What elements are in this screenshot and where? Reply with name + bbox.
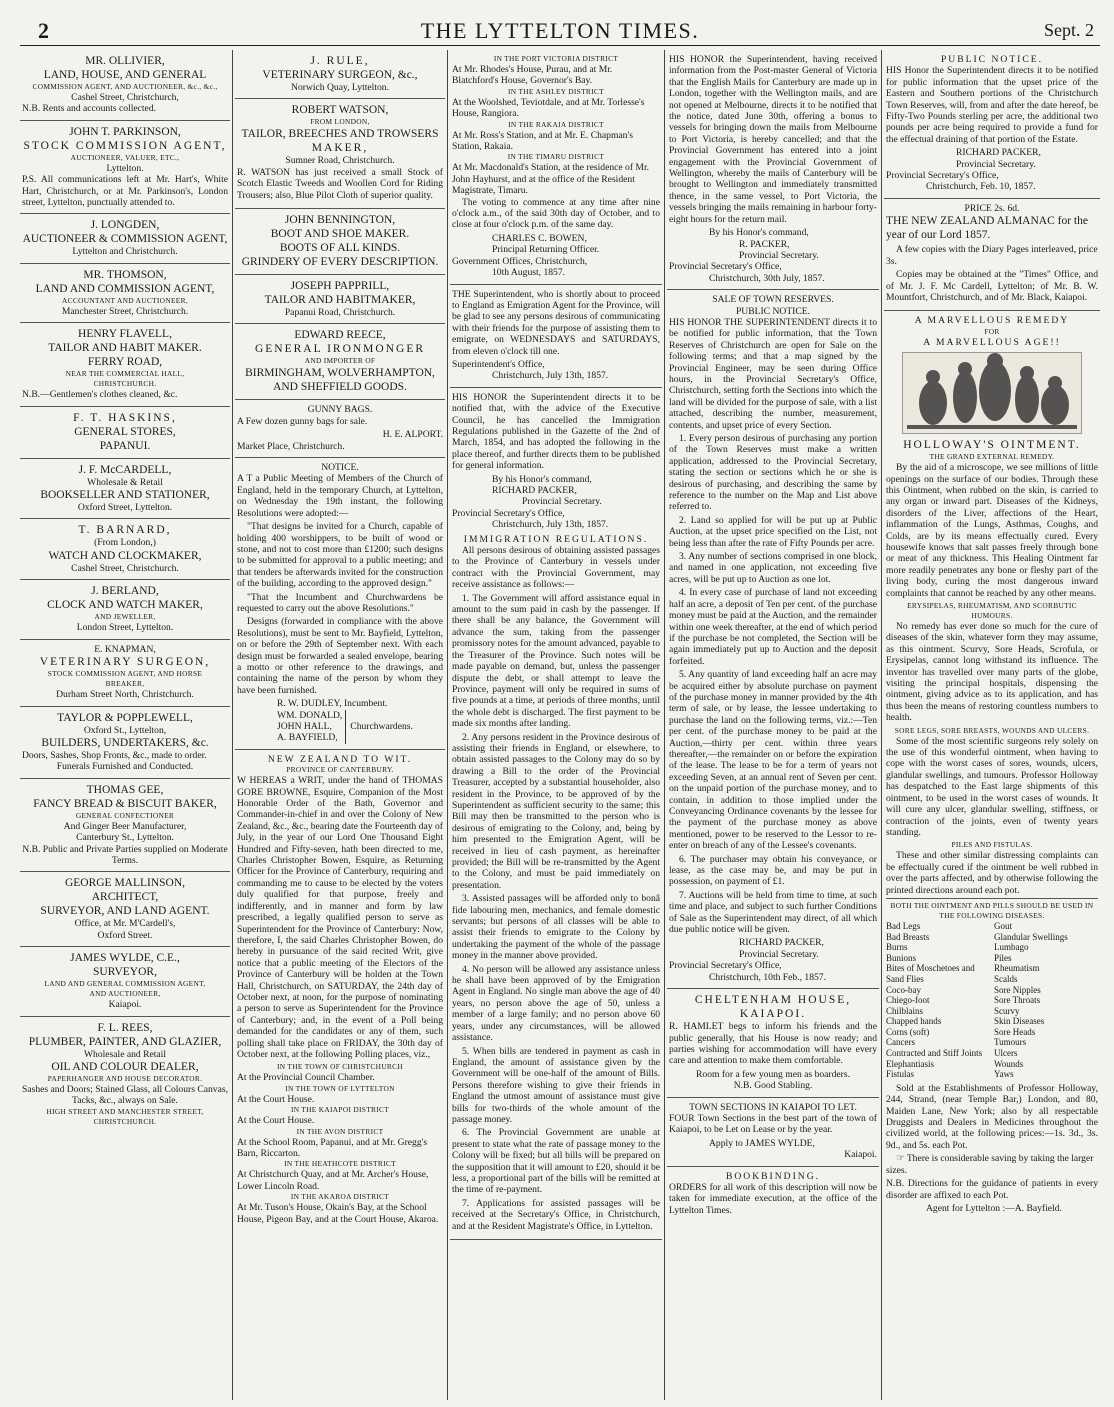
ad-taylor-popplewell: TAYLOR & POPPLEWELL, Oxford St., Lyttelton, BUILDERS, UNDERTAKERS, &c. Doors, Sashes, Shop Fronts, &c., made to order. Funerals Furnished and Conducted. [20, 707, 230, 779]
writ-notice: NEW ZEALAND TO WIT. PROVINCE OF CANTERBURY. W HEREAS a WRIT, under the hand of THOMAS GORE BROWNE, Esquire, Companion of the Most Honorable Order of the Bath, Governor and Commander-in-chief in and over the Colony of New Zealand, &c., &c., bearing date the Fourteenth day of July, in the year of our Lord One Thousand Eight Hundred and Fifty-seven, hath been directed to me, Charles Christopher Bowen, Esquire, as Returning Officer for the Province of Canterbury, requiring and commanding me to cause to be elected by the voters duly qualified for that purpose, freely and indifferently, and in manner and form by law prescribed, a legally qualified person to serve as Superintendent for the Province of Canterbury: Now, therefore, I, the said Charles Christopher Bowen, do hereby in pursuance of the said recited Writ, give notice that a public meeting of the Electors of the Province of Canterbury will be holden at the Town Hall, Christchurch, on SATURDAY, the 24th day of October next, at noon, for the purpose of nominating a person to serve as Superintendent for the Province of Canterbury; and, in the event of a Poll being demanded for the candidates or any of them, such polling shall take place on FRIDAY, the 30th day of October next, at the following Polling places, viz., IN THE TOWN OF CHRISTCHURCH At the Provincial Council Chamber. IN THE TOWN OF LYTTELTON At the Court House. IN THE KAIAPOI DISTRICT At the Court House. IN THE AVON DISTRICT At the School Room, Papanui, and at Mr. Gregg's Barn, Riccarton. IN THE HEATHCOTE DISTRICT At Christchurch Quay, and at Mr. Archer's House, Lower Lincoln Road. IN THE AKAROA DISTRICT At Mr. Tuson's House, Okain's Bay, at the School House, Pigeon Bay, and at the Court House, Akaroa. [237, 753, 443, 1225]
ailment-item: Piles [994, 952, 1012, 963]
ad-mallinson: GEORGE MALLINSON, ARCHITECT, SURVEYOR, AND LAND AGENT. Office, at Mr. M'Cardell's, Oxford Street. [20, 872, 230, 947]
ailment-item: Bunions [886, 952, 917, 963]
holloway-ointment-ad: A MARVELLOUS REMEDY FOR A MARVELLOUS AGE!! HOLLOWAY'S OINTMENT. THE GRAND EXTERNAL REMEDY. By the aid of a microscope, we see millions of little openings on the surface of our bodies. Through these this Ointment, when rubbed on the skin, is carried to any organ or inward part. Diseases of the Kidneys, disorders of the Liver, affections of the Heart, inflammation of the Lungs, Asthmas, Coughs, and Colds, are by its means effectually cured. Every housewife knows that salt passes freely through bone or meat of any thickness. This Healing Ointment far more readily penetrates any bone or fleshy part of the living body, curing the most dangerous inward complaints that cannot be reached by any other means. ERYSIPELAS, RHEUMATISM, AND SCORBUTIC HUMOURS. No remedy has ever done so much for the cure of diseases of the skin, whatever form they may assume, as this ointment. Scurvy, Sore Heads, Scrofula, or Erysipelas, cannot long withstand its influence. The inventor has travelled over many parts of the globe, visiting the principal hospitals, dispensing the ointment, giving advice as to its application, and has thus been the means of restoring countless numbers to health. SORE LEGS, SORE BREASTS, WOUNDS AND ULCERS. Some of the most scientific surgeons rely solely on the use of this wonderful ointment, when having to cope with the worst cases of sores, wounds, ulcers, glandular swellings, and tumours. Professor Holloway has despatched to the East large shipments of this ointment, to be used in the worst cases of wounds. It will cure any ulcer, glandular swelling, stiffness, or contraction of the joints, even of twenty years standing. PILES AND FISTULAS. These and other similar distressing complaints can be effectually cured if the ointment be well rubbed in over the parts affected, and by otherwise following the printed directions around each pot. BOTH THE OINTMENT AND PILLS SHOULD BE USED IN THE FOLLOWING DISEASES. Bad Legs Bad Breasts Burns Bunions Bites of Moschetoes and Sand Flies Coco-bay Chiego-foot Chilblains Chapped hands Corns (soft) Cancers Contracted and Stiff Joints Elephantiasis Fistulas Gout Glandular Swellings Lumbago Piles Rheumatism Scalds Sore Nipples Sore Throats Scurvy Skin Diseases Sore Heads Tumours Ulcers Wounds Yaws Sold at the Establishments of Professor Holloway, 244, Strand, (near Temple Bar,) London, and 80, Maiden Lane, New York; also by all respectable Druggists and Dealers in Medicines throughout the civilized world, at the following prices:—1s. 3d., 3s. 9d., and 5s. each Pot. ☞ There is considerable saving by taking the larger sizes. N.B. Directions for the guidance of patients in every disorder are affixed to each Pot. Agent for Lyttelton :—A. Bayfield. [886, 315, 1098, 1214]
ailment-item: Contracted and Stiff Joints [886, 1048, 983, 1059]
issue-date: Sept. 2 [1043, 20, 1094, 40]
ailment-item: Scurvy [994, 1005, 1020, 1016]
ad-reece: EDWARD REECE, GENERAL IRONMONGER AND IMPORTER OF BIRMINGHAM, WOLVERHAMPTON, AND SHEFFIELD GOODS. [235, 324, 445, 400]
ailment-item: Chiego-foot [886, 995, 930, 1006]
ad-gunny-bags: GUNNY BAGS. A Few dozen gunny bags for sale. H. E. ALPORT. Market Place, Christchurch. [235, 400, 445, 458]
town-reserves-sale-notice: SALE OF TOWN RESERVES. PUBLIC NOTICE. HIS HONOR THE SUPERINTENDENT directs it to be notified for public information, that the Town Reserves of Christchurch are open for Sale on the following terms; and that a map signed by the Provincial Engineer, may be seen during Office hours, in the Provincial Secretary's Office, Christchurch, setting forth the Sections into which the land will be divided for the purpose of sale, with a list attached, describing the number, measurement, contents, and upset price of every Section. 1. Every person desirous of purchasing any portion of the Town Reserves must make a written application, addressed to the Provincial Secretary, stating the section or sections which he or she is desirous of purchasing, and describing the same by reference to the number on the Map and List above referred to. 2. Land so applied for will be put up at Public Auction, at the upset price specified on the List, not being less than after the rate of Fifty Pounds per acre. 3. Any number of sections comprised in one block, and named in one application, not exceeding five acres, will be put up to Auction as one lot. 4. In every case of purchase of land not exceeding half an acre, a deposit of Ten per cent. of the purchase money must be paid at the Auction, and the remainder within one week thereafter, at the end of which period if the purchase be not completed, the Section will be again immediately put up to Auction and the deposit forfeited. 5. Any quantity of land exceeding half an acre may be acquired either by absolute purchase on payment of the purchase money in manner provided by the 4th term of sale, or by lease, the lessee undertaking to purchase the land on the following terms, viz.:—Ten per cent. of the purchase money to be paid at the Auction,—thirty per cent. within three years thereafter,—the remainder on or before the expiration of the lease. The lease to be for a term of years not exceeding Seven, at an annual rent of Seven per cent. on the unpaid portion of the purchase money, and to contain, in addition to those implied under the Conveyancing Ordinance covenants by the lessee for the payment of the purchase money as above mentioned, power to be reserved to the Lessor to re-enter on breach of any of the Lessee's covenants. 6. The purchaser may obtain his conveyance, or lease, as the case may be, and may be put in possession, on payment of £1. 7. Auctions will be held from time to time, at such time and place, and subject to such further Conditions of Sale as the Superintendent may direct, of all which due public notice will be given. RICHARD PACKER, Provincial Secretary. Provincial Secretary's Office, Christchurch, 10th Feb., 1857. [667, 290, 879, 989]
column-2 [235, 50, 445, 1400]
ad-watson: ROBERT WATSON, FROM LONDON, TAILOR, BREECHES AND TROWSERS MAKER, Sumner Road, Christchurch. R. WATSON has just received a small Stock of Scotch Elastic Tweeds and Woollen Cord for Riding Trousers; also, Blue Pilot Cloth of superior quality. [235, 99, 445, 209]
column-rule [447, 50, 448, 1400]
ailment-item: Tumours [994, 1037, 1027, 1048]
ailment-item: Sore Heads [994, 1026, 1036, 1037]
ailment-item: Fistulas [886, 1069, 915, 1080]
ad-gee: THOMAS GEE, FANCY BREAD & BISCUIT BAKER, GENERAL CONFECTIONER And Ginger Beer Manufacturer, Canterbury St., Lyttelton. N.B. Public and Private Parties supplied on Moderate Terms. [20, 779, 230, 873]
ailment-item: Corns (soft) [886, 1026, 930, 1037]
ailment-item: Rheumatism [994, 963, 1040, 974]
ad-longden: J. LONGDEN, AUCTIONEER & COMMISSION AGENT, Lyttelton and Christchurch. [20, 214, 230, 263]
column-rule [664, 50, 665, 1400]
column-3 [450, 50, 662, 1400]
ailment-item: Bad Breasts [886, 931, 930, 942]
ailment-item: Wounds [994, 1058, 1024, 1069]
ad-papprill: JOSEPH PAPPRILL, TAILOR AND HABITMAKER, Papanui Road, Christchurch. [235, 275, 445, 324]
ad-thomson: MR. THOMSON, LAND AND COMMISSION AGENT, ACCOUNTANT AND AUCTIONEER, Manchester Street, Christchurch. [20, 264, 230, 323]
immigration-regulations-notice: HIS HONOR the Superintendent directs it to be notified that, with the advice of the Executive Council, he has cancelled the Immigration Regulations published in the Gazette of the 2nd of March, 1854, and has adopted the following in the place thereof, and further directs them to be published for general information. By his Honor's command, RICHARD PACKER, Provincial Secretary. Provincial Secretary's Office, Christchurch, July 13th, 1857. IMMIGRATION REGULATIONS. All persons desirous of obtaining assisted passages to the Province of Canterbury in vessels under contract with the Provincial Government, may receive assistance as follows:— 1. The Government will afford assistance equal in amount to the sum paid in cash by the passenger. If there shall be any balance, the Government will advance the sum, taking from the passenger promissory notes for the amount advanced, payable to the Treasurer of the Province. Such notes will be made payable on demand, but, unless the passenger dispute the debt, or shall attempt to leave the Province, payment will only be required in sums of five pounds at a time, at periods of three months, until the whole debt is discharged. The first payment to be made six months after landing. 2. Any persons resident in the Province desirous of assisting their friends in England, or elsewhere, to obtain assisted passages to the Colony may do so by drawing a Bill to the order of the Provincial Treasurer, accepted by a substantial householder, also resident in the Province, to be approved of by the Superintendent as sufficient security to the same; this Bill may then be transmitted to the person who is desirous of emigrating to the Colony, and, being by him presented to the Emigration Agent, will be received in lieu of cash payment, as hereinafter provided; the Bill will be re-transmitted by the Agent to the Colony, and must be paid immediately on presentation. 3. Assisted passages will be afforded only to bonâ fide labouring men, mechanics, and female domestic servants; but persons of all classes will be able to assist their friends to emigrate to the Colony by undertaking the payment of the whole of the passage money in the manner above provided. 4. No person will be allowed any assistance unless he shall have been approved of by the Emigration Agent in England. No single man above the age of 40 years, no person above the age of 50, unless a member of a large family; and no person above 60 years, under any circumstances, will be allowed assistance. 5. When bills are tendered in payment as cash in England, the amount of assistance given by the Government will be one-half of the amount of Bills. Persons therefore wishing to give their friends in England the utmost amount of assistance must give bills for two-thirds of the whole amount of the passage money. 6. The Provincial Government are unable at present to state what the rate of passage money to the Colony will be fixed; but all bills will be prepared on the supposition that it will amount to £20, should it be less, a proportional part of the bills will be remitted at the time of re-payment. 7. Applications for assisted passages will be received at the Secretary's Office, in Christchurch, and at the Resident Magistrate's Office, in Lyttelton. [450, 388, 662, 1240]
ad-haskins: F. T. HASKINS, GENERAL STORES, PAPANUI. [20, 407, 230, 459]
public-notice-upset-price: PUBLIC NOTICE. HIS Honor the Superintendent directs it to be notified for public information that the upset price of the Eastern and Southern portions of the Christchurch Town Reserves, will, from and after the date hereof, be Fifty-Two Pounds sterling per acre, the additional two pounds per acre being required to provide a fund for the effectual draining of that portion of the Estate. RICHARD PACKER, Provincial Secretary. Provincial Secretary's Office, Christchurch, Feb. 10, 1857. [884, 50, 1100, 199]
page-number: 2 [38, 18, 49, 43]
ad-bennington: JOHN BENNINGTON, BOOT AND SHOE MAKER. BOOTS OF ALL KINDS. GRINDERY OF EVERY DESCRIPTION. [235, 209, 445, 275]
english-mails-notice: HIS HONOR the Superintendent, having received information from the Post-master General of Victoria that the English Mails for Canterbury are made up in London, together with the Wellington mails, and are not opened at Melbourne, directs it to be notified that the notice, dated June 30th, offering a bonus to vessels for bringing down the mails from Melbourne to Port Victoria, is hereby cancelled; and that the Provincial Government has entered into a joint engagement with the Provincial Government of Wellington, whereby the mails of Canterbury will be brought to Wellington and immediately transmitted thence, in the same vessel, to Port Victoria, the vessels bringing the mails remaining in harbour forty-eight hours for the return mail. By his Honor's command, R. PACKER, Provincial Secretary. Provincial Secretary's Office, Christchurch, 30th July, 1857. [667, 50, 879, 290]
newspaper-title: THE LYTTELTON TIMES. [420, 18, 700, 43]
kaiapoi-sections-ad: TOWN SECTIONS IN KAIAPOI TO LET. FOUR Town Sections in the best part of the town of Kaiapoi, to be Let on Lease or by the year. Apply to JAMES WYLDE, Kaiapoi. [667, 1098, 879, 1167]
ailment-item: Coco-bay [886, 984, 921, 995]
column-rule [881, 50, 882, 1400]
cheltenham-house-ad: CHELTENHAM HOUSE, KAIAPOI. R. HAMLET begs to inform his friends and the public generally, that his House is now ready; and parties wishing for accommodation will have every care and attention to make them comfortable. Room for a few young men as boarders. N.B. Good Stabling. [667, 989, 879, 1097]
ailment-item: Bites of Moschetoes and Sand Flies [886, 963, 975, 984]
column-4 [667, 50, 879, 1400]
ad-barnard: T. BARNARD, (From London,) WATCH AND CLOCKMAKER, Cashel Street, Christchurch. [20, 519, 230, 580]
ailment-item: Sore Throats [994, 995, 1041, 1006]
ad-rees: F. L. REES, PLUMBER, PAINTER, AND GLAZIER, Wholesale and Retail OIL AND COLOUR DEALER, PAPERHANGER AND HOUSE DECORATOR. Sashes and Doors; Stained Glass, all Colours Canvas, Tacks, &c., always on Sale. HIGH STREET AND MANCHESTER STREET, CHRISTCHURCH. [22, 1021, 228, 1126]
ad-flavell: HENRY FLAVELL, TAILOR AND HABIT MAKER. FERRY ROAD, NEAR THE COMMERCIAL HALL, CHRISTCHURCH. N.B.—Gentlemen's clothes cleaned, &c. [20, 323, 230, 406]
writ-notice-continued: IN THE PORT VICTORIA DISTRICT At Mr. Rhodes's House, Purau, and at Mr. Blatchford's House, Governor's Bay. IN THE ASHLEY DISTRICT At the Woolshed, Teviotdale, and at Mr. Torlesse's House, Rangiora. IN THE RAKAIA DISTRICT At Mr. Ross's Station, and at Mr. E. Chapman's Station, Rakaia. IN THE TIMARU DISTRICT At Mr. Macdonald's Station, at the residence of Mr. John Hayhurst, and at the office of the Resident Magistrate, Timaru. The voting to commence at any time after nine o'clock a.m., of the said 30th day of October, and to close at four o'clock p.m. of the same day. CHARLES C. BOWEN, Principal Returning Officer. Government Offices, Christchurch, 10th August, 1857. [450, 50, 662, 285]
column-1 [20, 50, 230, 1400]
ailment-item: Elephantiasis [886, 1058, 934, 1069]
ailment-item: Yaws [994, 1069, 1014, 1080]
ad-mccardell: J. F. McCARDELL, Wholesale & Retail BOOKSELLER AND STATIONER, Oxford Street, Lyttelton. [20, 459, 230, 520]
ailment-item: Lumbago [994, 942, 1029, 953]
ailment-item: Gout [994, 920, 1012, 931]
ad-berland: J. BERLAND, CLOCK AND WATCH MAKER, AND JEWELLER, London Street, Lyttelton. [20, 580, 230, 639]
masthead [20, 12, 1100, 46]
churchwardens-signatures: WM. DONALD, JOHN HALL, A. BAYFIELD, Churchwardens. [277, 709, 413, 744]
ad-knapman: E. KNAPMAN, VETERINARY SURGEON, STOCK COMMISSION AGENT, AND HORSE BREAKER, Durham Street North, Christchurch. [20, 640, 230, 707]
ailment-item: Sore Nipples [994, 984, 1041, 995]
watson-text: R. WATSON has just received a small Stock of Scotch Elastic Tweeds and Woollen Cord for Riding Trousers; also, Blue Pilot Cloth of superior quality. [237, 166, 443, 201]
bookbinding-ad: BOOKBINDING. ORDERS for all work of this description will now be taken for immediate execution, at the office of the Lyttelton Times. [669, 1170, 877, 1216]
ailment-item: Chapped hands [886, 1016, 942, 1027]
ad-parkinson: JOHN T. PARKINSON, STOCK COMMISSION AGENT, AUCTIONEER, VALUER, ETC., Lyttelton. P.S. All communications left at Mr. Hart's, White Hart, Christchurch, or at Mr. Parkinson's, London street, Lyttelton, punctually attended to. [20, 121, 230, 215]
column-rule [232, 50, 233, 1400]
ad-rule: J. RULE, VETERINARY SURGEON, &c., Norwich Quay, Lyttelton. [235, 50, 445, 99]
ailment-item: Ulcers [994, 1048, 1018, 1059]
engraving-illustration [902, 352, 1082, 434]
page-columns [20, 50, 1100, 1400]
ailment-item: Glandular Swellings [994, 931, 1068, 942]
ad-wylde: JAMES WYLDE, C.E., SURVEYOR, LAND AND GENERAL COMMISSION AGENT, AND AUCTIONEER, Kaiapoi. [20, 947, 230, 1016]
ad-ollivier: MR. OLLIVIER, LAND, HOUSE, AND GENERAL COMMISSION AGENT, AND AUCTIONEER, &c., &c., Cashel Street, Christchurch, N.B. Rents and accounts collected. [20, 50, 230, 121]
emigration-agent-notice: THE Superintendent, who is shortly about to proceed to England as Emigration Agent for the Province, will be glad to see any persons desirous of communicating with their friends for the purpose of assisting them to emigrate, on WEDNESDAYS and SATURDAYS, from eleven o'clock till one. Superintendent's Office, Christchurch, July 13th, 1857. [450, 285, 662, 388]
ailment-item: Bad Legs [886, 920, 921, 931]
ailment-item: Burns [886, 942, 908, 953]
ailment-item: Skin Diseases [994, 1016, 1045, 1027]
church-notice: NOTICE. A T a Public Meeting of Members of the Church of England, held in the temporary Church, at Lyttelton, on Wednesday the 19th instant, the following Resolutions were adopted:— "That designs be invited for a Church, capable of holding 400 worshippers, to be built of wood or stone, and not to cost more than £1200; such designs to be submitted for approval to a public meeting; and that tenders be afterwards invited for the construction of the building, according to the approved design." "That the Incumbent and Churchwardens be requested to carry out the above Resolutions." Designs (forwarded in compliance with the above Resolutions), must be sent to Mr. Bayfield, Lyttelton, on or before the 29th of September next. With each design must be forwarded a sealed envelope, bearing a motto or other reference to the drawings, and containing the name of the person by whom they have been furnished. R. W. DUDLEY, Incumbent. WM. DONALD, JOHN HALL, A. BAYFIELD, Churchwardens. [235, 458, 445, 750]
almanac-ad: PRICE 2s. 6d. THE NEW ZEALAND ALMANAC for the year of our Lord 1857. A few copies with the Diary Pages interleaved, price 3s. Copies may be obtained at the "Times" Office, and of Mr. J. F. Mc Cardell, Lyttelton; of Mr. B. W. Mountfort, Christchurch, and of Mr. Black, Kaiapoi. [884, 199, 1100, 311]
ailments-list [886, 921, 1098, 1080]
ailment-item: Scalds [994, 973, 1018, 984]
ailment-item: Chilblains [886, 1005, 924, 1016]
ailment-item: Cancers [886, 1037, 915, 1048]
column-5 [884, 50, 1100, 1400]
